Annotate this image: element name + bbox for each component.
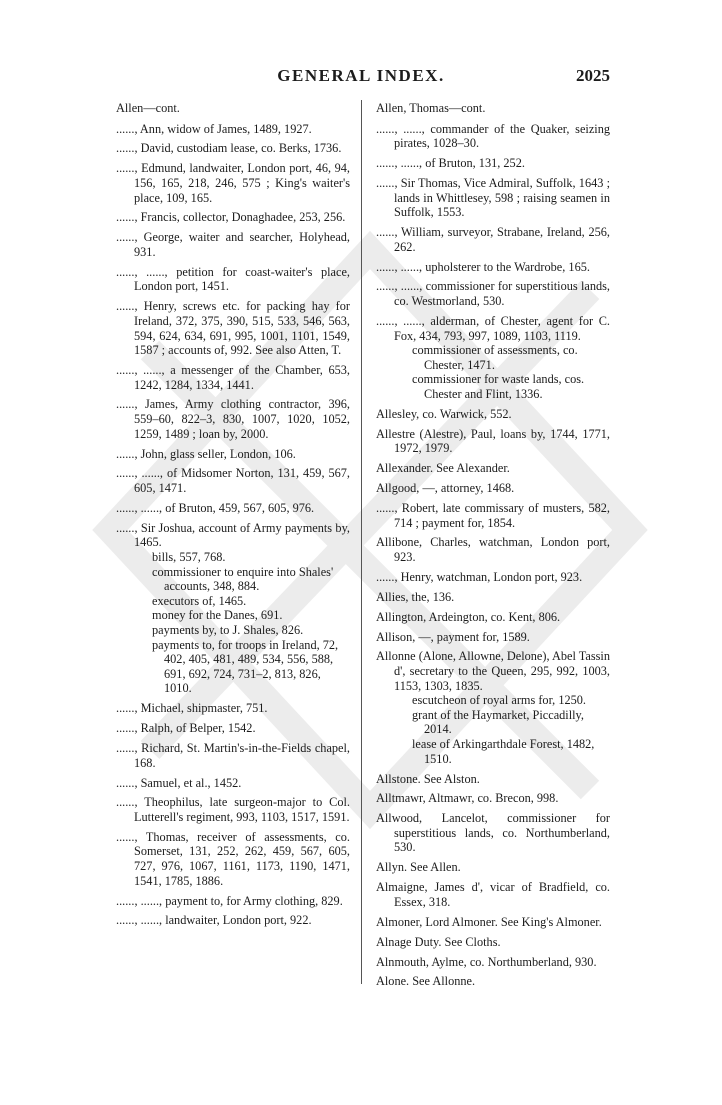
index-entry-text: Allibone, Charles, watchman, London port, 923.: [376, 535, 610, 564]
index-entry-text: ......, Ann, widow of James, 1489, 1927.: [116, 121, 312, 136]
index-entry: [116, 299, 350, 357]
index-entry-text: Almaigne, James d', vicar of Bradfield, co. Essex, 318.: [376, 880, 610, 909]
index-subentry: bills, 557, 768.: [152, 550, 226, 564]
index-entry-text: ......, ......, of Midsomer Norton, 131, 459, 567, 605, 1471.: [116, 466, 350, 496]
index-entry: [116, 913, 350, 928]
index-entry: [116, 721, 350, 736]
index-entry-text: ......, David, custodiam lease, co. Berks, 1736.: [116, 141, 342, 156]
index-entry: [116, 701, 350, 716]
index-entry: [116, 230, 350, 259]
index-entry-text: ......, ......, landwaiter, London port, 922.: [116, 913, 312, 928]
index-entry-text: ......, Samuel, et al., 1452.: [116, 775, 242, 790]
index-subentry: lease of Arkingarthdale Forest, 1482, 1510.: [412, 737, 595, 766]
index-entry-text: ......, Edmund, landwaiter, London port, 46, 94, 156, 165, 218, 246, 575 ; King's waiter's place, 109, 165.: [116, 161, 350, 205]
index-entry-text: ......, Theophilus, late surgeon-major to Col. Lutterell's regiment, 993, 1103, 1517, 1591.: [116, 795, 350, 824]
index-subentry: payments by, to J. Shales, 826.: [152, 622, 304, 637]
index-entry: [376, 791, 610, 806]
index-entry-text: ......, John, glass seller, London, 106.: [116, 446, 296, 461]
index-entry-text: Alnmouth, Aylme, co. Northumberland, 930.: [376, 954, 597, 969]
index-entry: [376, 880, 610, 909]
index-entry-text: ......, Francis, collector, Donaghadee, 253, 256.: [116, 210, 346, 225]
left-column: [116, 101, 350, 933]
index-subentry: commissioner for waste lands, cos. Chester and Flint, 1336.: [412, 372, 585, 401]
index-entry-text: ......, ......, commander of the Quaker, seizing pirates, 1028–30.: [376, 121, 610, 151]
index-entry-text: Allonne (Alone, Allowne, Delone), Abel Tassin d', secretary to the Queen, 295, 992, 1003, 1153, 1303, 1835.: [376, 649, 610, 693]
index-entry: [116, 830, 350, 888]
index-entry-text: ......, William, surveyor, Strabane, Ireland, 256, 262.: [376, 225, 610, 254]
page-number: 2025: [576, 66, 610, 85]
index-entry: [116, 210, 350, 225]
index-entry: [376, 955, 610, 970]
index-subentry: commissioner of assessments, co. Chester, 1471.: [412, 343, 578, 372]
index-subentry: grant of the Haymarket, Piccadilly, 2014.: [412, 707, 584, 737]
index-entry: [376, 974, 610, 989]
index-subentry: money for the Danes, 691.: [152, 608, 283, 623]
index-entry-text: ......, Henry, screws etc. for packing hay for Ireland, 372, 375, 390, 515, 533, 546, 563, 594, 624, 634, 691, 995, 1001, 1101, 1549, 1587 ; accounts of, 992. See also Atten, T.: [116, 299, 350, 358]
index-entry-text: ......, Sir Joshua, account of Army payments by, 1465.: [116, 520, 350, 550]
left-entry-list: [116, 122, 350, 928]
index-entry: [376, 590, 610, 605]
index-entry: [116, 397, 350, 441]
index-subentry: commissioner to enquire into Shales' accounts, 348, 884.: [152, 564, 334, 594]
index-entry-text: ......, ......, alderman, of Chester, agent for C. Fox, 434, 793, 997, 1089, 1103, 1119.: [376, 313, 610, 343]
column-divider: [361, 100, 362, 984]
index-entry: [116, 447, 350, 462]
index-entry: [376, 772, 610, 787]
index-entry: [376, 481, 610, 496]
index-entry: [376, 501, 610, 530]
index-entry-text: ......, Sir Thomas, Vice Admiral, Suffolk, 1643 ; lands in Whittlesey, 598 ; raising seamen in Suffolk, 1553.: [376, 175, 610, 220]
index-entry: [376, 610, 610, 625]
index-entry: [376, 279, 610, 308]
index-entry: [116, 363, 350, 392]
index-entry-text: Allstone. See Alston.: [376, 771, 480, 786]
index-entry-text: ......, James, Army clothing contractor, 396, 559–60, 822–3, 830, 1007, 1020, 1052, 1259, 1489 ; loan by, 2000.: [116, 397, 350, 441]
index-entry: [116, 501, 350, 516]
index-entry-text: Allington, Ardeington, co. Kent, 806.: [376, 609, 561, 624]
index-entry: [116, 141, 350, 156]
index-entry: [376, 407, 610, 422]
index-entry-text: ......, ......, a messenger of the Chamber, 653, 1242, 1284, 1334, 1441.: [116, 362, 350, 392]
index-entry-text: Allies, the, 136.: [376, 589, 455, 604]
index-entry: [376, 461, 610, 476]
index-entry-text: ......, George, waiter and searcher, Holyhead, 931.: [116, 230, 350, 259]
index-entry-text: ......, ......, of Bruton, 459, 567, 605, 976.: [116, 500, 315, 515]
index-entry-text: ......, Robert, late commissary of musters, 582, 714 ; payment for, 1854.: [376, 500, 610, 530]
index-entry: [376, 535, 610, 564]
index-entry-text: Allison, —, payment for, 1589.: [376, 629, 530, 644]
index-entry: [376, 156, 610, 171]
index-entry: [116, 521, 350, 696]
right-column-heading: Allen, Thomas—cont.: [376, 101, 486, 115]
index-entry: [376, 811, 610, 855]
index-entry-text: Allexander. See Alexander.: [376, 461, 510, 476]
page-title: GENERAL INDEX.: [277, 66, 445, 85]
index-entry-text: Allesley, co. Warwick, 552.: [376, 406, 512, 421]
index-entry-text: ......, Richard, St. Martin's-in-the-Fields chapel, 168.: [116, 741, 350, 770]
index-entry-text: Alltmawr, Altmawr, co. Brecon, 998.: [376, 791, 559, 806]
index-entry: [116, 776, 350, 791]
index-entry: [116, 122, 350, 137]
index-entry: [116, 161, 350, 205]
index-entry: [376, 225, 610, 254]
index-entry-text: ......, ......, upholsterer to the Wardrobe, 165.: [376, 259, 590, 274]
index-entry-text: Allgood, —, attorney, 1468.: [376, 481, 515, 496]
index-entry: [376, 176, 610, 220]
left-column-heading: Allen—cont.: [116, 101, 180, 115]
index-entry: [116, 741, 350, 770]
index-entry: [116, 265, 350, 294]
index-entry-text: Alone. See Allonne.: [376, 974, 476, 989]
index-entry: [116, 466, 350, 495]
index-entry: [376, 935, 610, 950]
index-entry: [376, 570, 610, 585]
index-entry-text: ......, Michael, shipmaster, 751.: [116, 701, 268, 716]
index-entry-text: Almoner, Lord Almoner. See King's Almoner.: [376, 914, 602, 929]
index-entry-text: ......, ......, of Bruton, 131, 252.: [376, 156, 525, 171]
index-entry-text: Alnage Duty. See Cloths.: [376, 934, 501, 949]
index-entry: [116, 795, 350, 824]
index-entry: [376, 122, 610, 151]
index-subentry: payments to, for troops in Ireland, 72, 402, 405, 481, 489, 534, 556, 588, 691, 692, 724, 731–2, 813, 826, 1010.: [152, 637, 339, 696]
index-entry-text: ......, Henry, watchman, London port, 923.: [376, 569, 583, 584]
index-entry: [376, 860, 610, 875]
index-entry: [376, 649, 610, 766]
index-entry: [116, 894, 350, 909]
index-entry-text: Allwood, Lancelot, commissioner for superstitious lands, co. Northumberland, 530.: [376, 811, 610, 855]
index-subentry: escutcheon of royal arms for, 1250.: [412, 693, 586, 708]
index-subentry: executors of, 1465.: [152, 593, 247, 608]
index-entry-text: Allestre (Alestre), Paul, loans by, 1744, 1771, 1972, 1979.: [376, 426, 610, 456]
index-entry-text: ......, ......, payment to, for Army clothing, 829.: [116, 893, 343, 908]
index-entry-text: ......, Ralph, of Belper, 1542.: [116, 721, 256, 736]
right-column: [376, 101, 610, 994]
index-entry: [376, 630, 610, 645]
index-entry: [376, 427, 610, 456]
right-entry-list: [376, 122, 610, 989]
index-entry-text: ......, Thomas, receiver of assessments, co. Somerset, 131, 252, 262, 459, 567, 605, 727, 976, 1067, 1161, 1173, 1190, 1471, 1541, 1785, 1886.: [116, 829, 350, 888]
index-entry: [376, 314, 610, 402]
page-header: [0, 66, 722, 90]
index-entry: [376, 915, 610, 930]
index-entry-text: ......, ......, petition for coast-waiter's place, London port, 1451.: [116, 264, 350, 294]
index-entry: [376, 260, 610, 275]
index-entry-text: ......, ......, commissioner for superstitious lands, co. Westmorland, 530.: [376, 279, 610, 309]
index-entry-text: Allyn. See Allen.: [376, 860, 461, 875]
